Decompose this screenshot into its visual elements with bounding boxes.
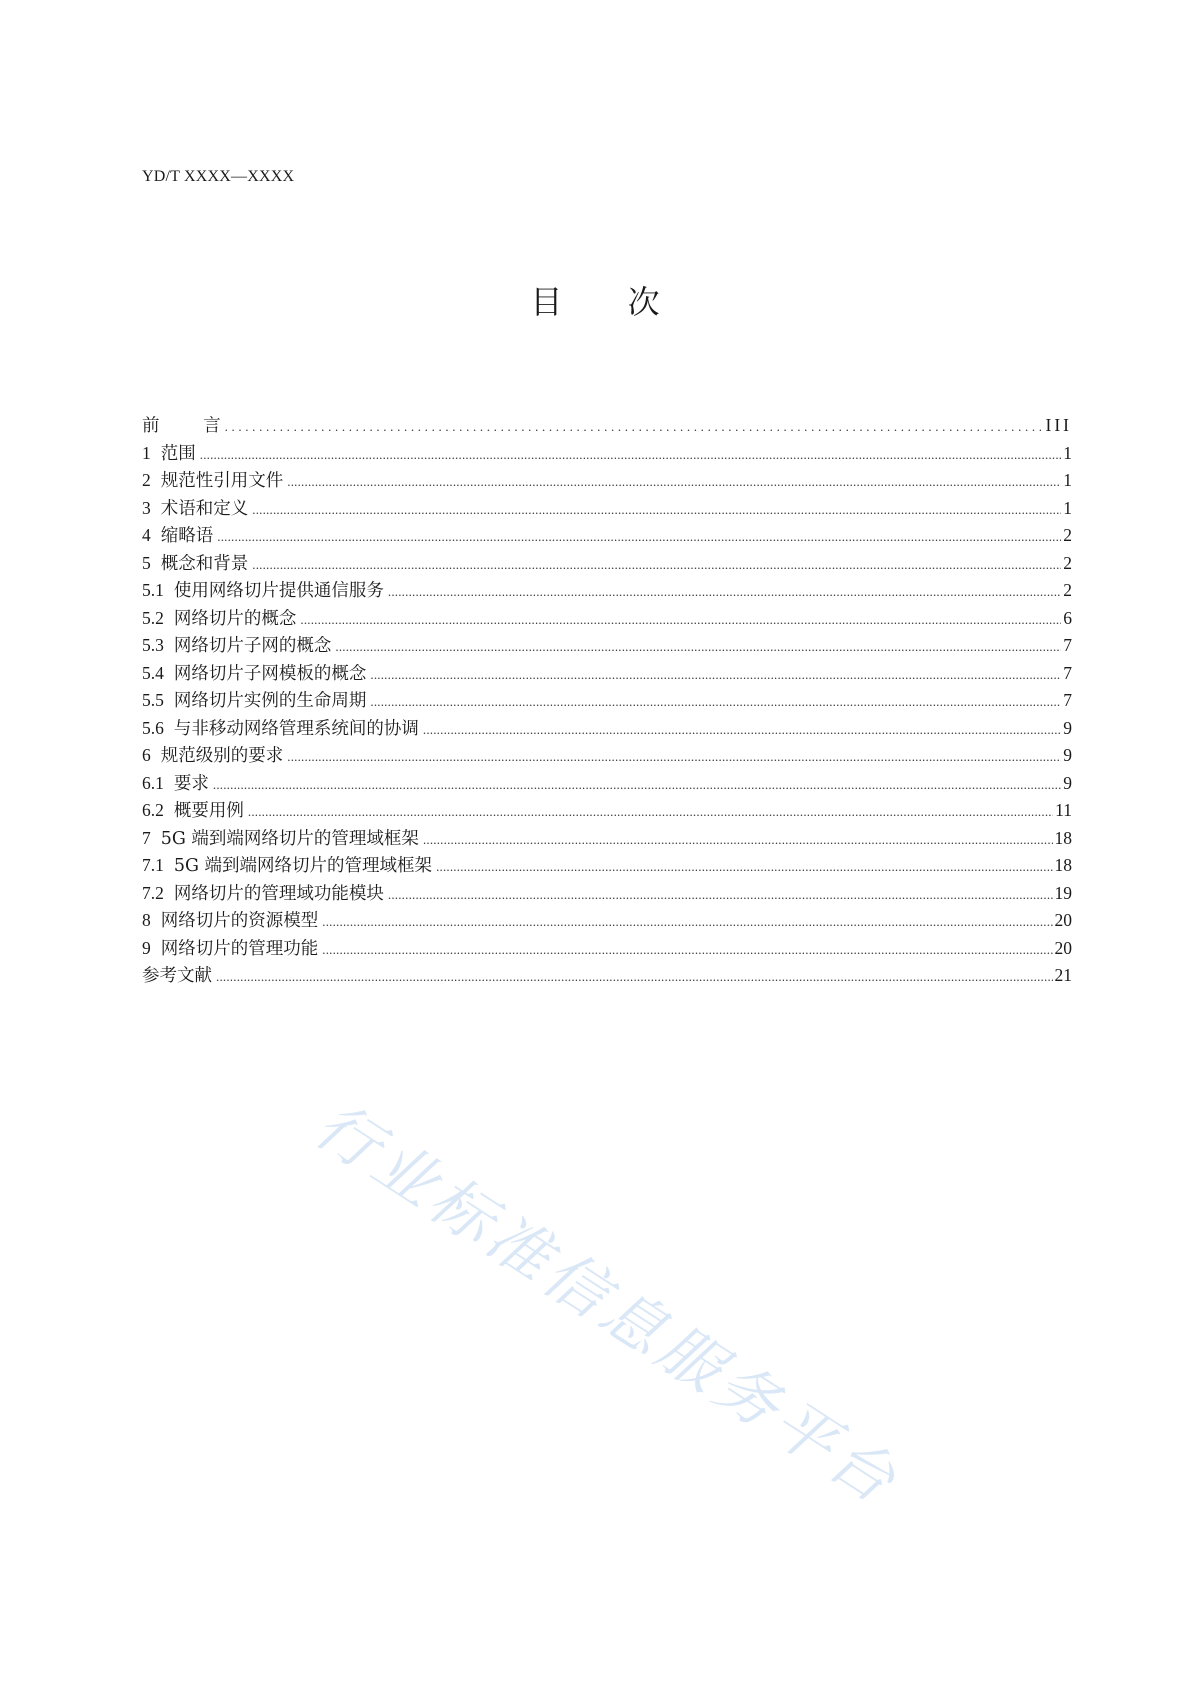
toc-entry-page: 2 [1063,525,1072,545]
toc-entry-number: 6 [142,745,151,765]
toc-entry[interactable] [142,605,1072,633]
toc-entry[interactable] [142,715,1072,743]
toc-entry-label: 参考文献 [142,966,212,986]
toc-entry[interactable] [142,495,1072,523]
toc-entry-page: 9 [1063,717,1072,738]
toc-entry-page: 21 [1054,965,1072,985]
toc-entry-page: 9 [1063,745,1072,765]
toc-entry-page: 1 [1063,442,1072,463]
toc-leader-dots [287,743,1061,771]
document-code: YD/T XXXX—XXXX [142,168,295,185]
toc-entry-number: 3 [142,497,151,518]
toc-entry[interactable] [142,962,1072,990]
table-of-contents [142,412,1072,990]
toc-leader-dots [423,716,1061,744]
toc-entry-label: 网络切片的管理功能 [160,938,319,959]
toc-entry-number: 5.4 [142,662,164,683]
toc-entry-page: 6 [1063,607,1072,628]
toc-entry-number: 5 [142,552,151,573]
toc-entry-page: 1 [1063,497,1072,518]
toc-entry-page: 11 [1055,800,1072,820]
toc-entry-label: 网络切片的资源模型 [160,911,319,931]
toc-entry-page: 20 [1054,937,1072,958]
toc-entry-number: 9 [142,937,151,958]
toc-leader-dots [287,468,1061,496]
toc-entry-number: 5.5 [142,690,164,710]
toc-entry-number: 8 [142,910,151,930]
toc-entry-label: 范围 [160,443,196,464]
toc-entry-label: 规范级别的要求 [160,746,284,766]
toc-entry[interactable] [142,770,1072,798]
toc-leader-dots [225,413,1044,441]
toc-entry-page: 18 [1054,827,1072,848]
toc-entry-label: 前 言 [142,416,221,436]
toc-entry[interactable] [142,440,1072,468]
toc-entry-number: 2 [142,470,151,490]
toc-entry-label: 要求 [173,773,209,794]
toc-leader-dots [388,578,1061,606]
toc-leader-dots [370,688,1061,716]
toc-entry[interactable] [142,880,1072,908]
toc-entry[interactable] [142,522,1072,550]
toc-leader-dots [335,633,1061,661]
toc-entry-page: 18 [1054,855,1072,875]
toc-leader-dots [370,661,1061,689]
toc-entry-number: 7.2 [142,882,164,903]
toc-entry[interactable] [142,632,1072,660]
toc-leader-dots [423,826,1053,854]
page-title: 目 次 [530,283,660,321]
toc-leader-dots [322,908,1052,936]
toc-entry-page: 7 [1063,635,1072,655]
toc-entry[interactable] [142,577,1072,605]
toc-leader-dots [436,853,1052,881]
toc-entry-number: 5.6 [142,717,164,738]
toc-leader-dots [252,496,1061,524]
toc-entry-page: 9 [1063,772,1072,793]
toc-entry-label: 概念和背景 [160,553,249,574]
toc-entry-label: 与非移动网络管理系统间的协调 [173,718,419,739]
toc-entry-page: III [1045,415,1072,435]
toc-entry[interactable] [142,550,1072,578]
toc-entry-page: 2 [1063,552,1072,573]
toc-entry-page: 1 [1063,470,1072,490]
toc-entry-number: 5.2 [142,607,164,628]
toc-leader-dots [322,936,1052,964]
toc-entry[interactable] [142,412,1072,440]
toc-entry-number: 7 [142,827,151,848]
toc-leader-dots [217,523,1061,551]
toc-leader-dots [248,798,1053,826]
toc-entry-label: 使用网络切片提供通信服务 [173,581,384,601]
toc-entry[interactable] [142,687,1072,715]
toc-entry-number: 6.1 [142,772,164,793]
toc-leader-dots [252,551,1061,579]
toc-entry-label: 网络切片子网模板的概念 [173,663,367,684]
toc-entry[interactable] [142,825,1072,853]
toc-entry-label: 规范性引用文件 [160,471,284,491]
toc-entry[interactable] [142,935,1072,963]
toc-entry-number: 5.1 [142,580,164,600]
toc-entry-number: 1 [142,442,151,463]
toc-entry-page: 2 [1063,580,1072,600]
toc-leader-dots [200,441,1062,469]
toc-entry-label: 网络切片的概念 [173,608,297,629]
toc-entry-page: 20 [1054,910,1072,930]
toc-entry-number: 5.3 [142,635,164,655]
toc-entry[interactable] [142,742,1072,770]
toc-entry[interactable] [142,797,1072,825]
toc-entry-number: 7.1 [142,855,164,875]
toc-entry-label: 概要用例 [173,801,244,821]
watermark-text: 行业标准信息服务平台 [302,1088,913,1520]
toc-entry-number: 6.2 [142,800,164,820]
toc-entry[interactable] [142,907,1072,935]
toc-entry-page: 7 [1063,690,1072,710]
toc-entry-page: 19 [1054,882,1072,903]
toc-entry-label: 5G 端到端网络切片的管理域框架 [160,828,419,849]
toc-entry[interactable] [142,852,1072,880]
toc-entry-label: 网络切片子网的概念 [173,636,332,656]
toc-leader-dots [388,881,1053,909]
toc-leader-dots [300,606,1061,634]
toc-entry-page: 7 [1063,662,1072,683]
toc-entry-number: 4 [142,525,151,545]
toc-leader-dots [213,771,1061,799]
toc-entry-label: 术语和定义 [160,498,249,519]
toc-entry[interactable] [142,660,1072,688]
toc-leader-dots [216,963,1053,991]
toc-entry-label: 5G 端到端网络切片的管理域框架 [173,856,433,876]
toc-entry-label: 缩略语 [160,526,214,546]
toc-entry-label: 网络切片实例的生命周期 [173,691,367,711]
toc-entry-label: 网络切片的管理域功能模块 [173,883,384,904]
toc-entry[interactable] [142,467,1072,495]
